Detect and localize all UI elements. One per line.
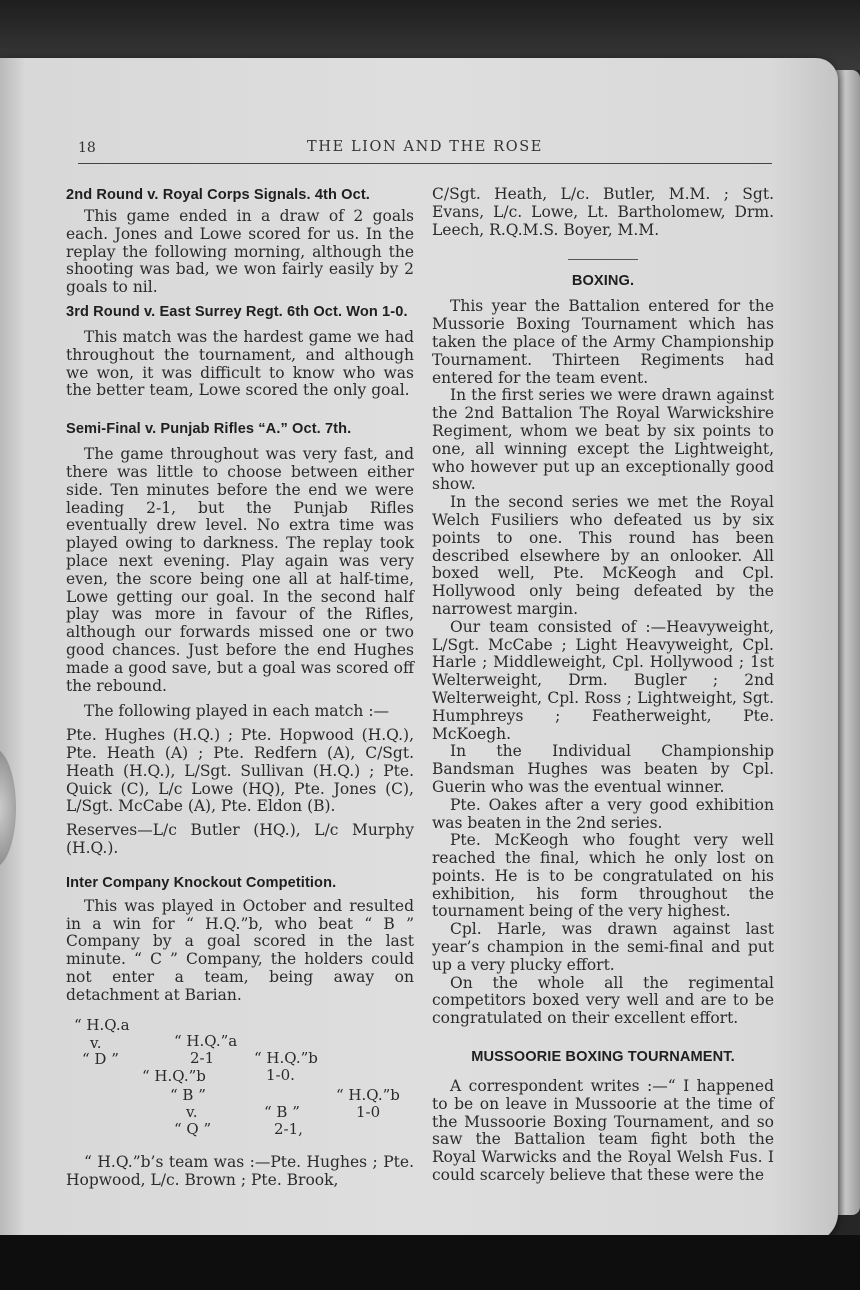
- section-divider: [568, 259, 638, 260]
- running-title: THE LION AND THE ROSE: [307, 139, 543, 155]
- dark-background-bottom: [0, 1235, 860, 1290]
- heading-2nd-round: 2nd Round v. Royal Corps Signals. 4th Oct.: [66, 187, 370, 203]
- paragraph: This year the Battalion entered for the Mussorie Boxing Tournament which has taken the place of the Army Championship Tournament. Thirteen Regiments had entered for the team event.: [432, 297, 774, 387]
- paragraph: Pte. Oakes after a very good exhibition was beaten in the 2nd series.: [432, 795, 774, 832]
- team-list: Pte. Hughes (H.Q.) ; Pte. Hopwood (H.Q.), Pte. Heath (A) ; Pte. Redfern (A), C/Sgt. Heath (H.Q.), L/Sgt. Sullivan (H.Q.) ; Pte. Quick (C), L/c Lowe (HQ), Pte. Jones (C), L/Sgt. McCabe (A), Pte. Eldon (B).: [66, 726, 414, 816]
- paragraph: C/Sgt. Heath, L/c. Butler, M.M. ; Sgt. Evans, L/c. Lowe, Lt. Bartholomew, Drm. Leech, R.Q.M.S. Boyer, M.M.: [432, 185, 774, 239]
- paragraph: This was played in October and resulted in a win for “ H.Q.”b, who beat “ B ” Company by a goal scored in the last minute. “ C ” Company, the holders could not enter a team, being away on detachment at Barian.: [66, 896, 414, 1004]
- bracket-entry: v.: [186, 1103, 198, 1122]
- heading-semi-final: Semi-Final v. Punjab Rifles “A.” Oct. 7th.: [66, 421, 352, 438]
- paragraph: A correspondent writes :—“ I happened to be on leave in Mussoorie at the time of the Mussoorie Boxing Tournament, and so saw the Battalion team fight both the Royal Warwicks and the Royal Welsh Fus. I could scarcely believe that these were the: [432, 1077, 774, 1185]
- paragraph: Cpl. Harle, was drawn against last year’s champion in the semi-final and put up a very plucky effort.: [432, 920, 774, 974]
- paragraph: In the Individual Championship Bandsman Hughes was beaten by Cpl. Guerin who was the eventual winner.: [432, 742, 774, 796]
- bracket-entry: 1-0.: [266, 1066, 295, 1085]
- page-number: 18: [78, 140, 96, 156]
- paragraph: This match was the hardest game we had throughout the tournament, and although we won, it was difficult to know who was the better team, Lowe scored the only goal.: [66, 327, 414, 400]
- paragraph: On the whole all the regimental competitors boxed very well and are to be congratulated on their excellent effort.: [432, 973, 774, 1028]
- bracket-entry: “ D ”: [82, 1050, 119, 1069]
- bracket-entry: “ Q ”: [174, 1120, 212, 1139]
- page-header: [78, 138, 772, 164]
- bracket-entry: “ B ”: [264, 1103, 300, 1122]
- left-column: [66, 186, 414, 1190]
- heading-mussoorie-tournament: MUSSOORIE BOXING TOURNAMENT.: [471, 1049, 735, 1066]
- paragraph: Pte. McKeogh who fought very well reached the final, which he only lost on points. He is to be congratulated on his exhibition, his form throughout the tournament being of the very highest.: [432, 831, 774, 921]
- right-column: [432, 186, 774, 1185]
- heading-boxing: BOXING.: [571, 273, 635, 290]
- bracket-entry: 1-0: [356, 1103, 381, 1122]
- bracket-entry: “ H.Q.a: [74, 1016, 130, 1035]
- knockout-bracket: [66, 1016, 414, 1146]
- bracket-entry: “ H.Q.”b: [336, 1086, 400, 1105]
- bracket-entry: “ H.Q.”b: [142, 1067, 206, 1086]
- heading-inter-company: Inter Company Knockout Competition.: [66, 874, 337, 891]
- paragraph: This game ended in a draw of 2 goals each. Jones and Lowe scored for us. In the replay the following morning, although the shooting was bad, we won fairly easily by 2 goals to nil.: [66, 207, 414, 297]
- paragraph: “ H.Q.”b’s team was :—Pte. Hughes ; Pte. Hopwood, L/c. Brown ; Pte. Brook,: [66, 1153, 414, 1190]
- paragraph: The game throughout was very fast, and there was little to choose between either side. Ten minutes before the end we were leading 2-1, but the Punjab Rifles eventually drew level. No extra time was played owing to darkness. The replay took place next evening. Play again was very even, the score being one all at half-time, Lowe getting our goal. In the second half play was more in favour of the Rifles, although our forwards missed one or two good chances. Just before the end Hughes made a good save, but a goal was scored off the rebound.: [66, 445, 414, 695]
- paragraph: In the first series we were drawn against the 2nd Battalion The Royal Warwickshire Regiment, whom we beat by six points to one, all winning except the Lightweight, who however put up an exceptionally good show.: [432, 386, 774, 494]
- thumb: [0, 748, 16, 868]
- page-edge: [836, 70, 860, 1215]
- bracket-entry: 2-1: [190, 1049, 215, 1068]
- paragraph: The following played in each match :—: [84, 702, 390, 721]
- bracket-entry: v.: [90, 1034, 102, 1053]
- reserves: Reserves—L/c Butler (HQ.), L/c Murphy (H.Q.).: [66, 821, 414, 857]
- paragraph: Our team consisted of :—Heavyweight, L/Sgt. McCabe ; Light Heavyweight, Cpl. Harle ; Middleweight, Cpl. Hollywood ; 1st Welterweight, Drm. Bugler ; 2nd Welterweight, Cpl. Ross ; Lightweight, Sgt. Humphreys ; Featherweight, Pte. McKoegh.: [432, 617, 774, 743]
- bracket-entry: “ B ”: [170, 1086, 206, 1105]
- bracket-entry: 2-1,: [274, 1120, 303, 1139]
- paragraph: In the second series we met the Royal Welch Fusiliers who defeated us by six points to one. This round has been described elsewhere by an onlooker. All boxed well, Pte. McKeogh and Cpl. Hollywood only being defeated by the narrowest margin.: [432, 493, 774, 618]
- bracket-entry: “ H.Q.”a: [174, 1032, 238, 1051]
- heading-3rd-round: 3rd Round v. East Surrey Regt. 6th Oct. Won 1-0.: [66, 303, 408, 320]
- bracket-entry: “ H.Q.”b: [254, 1049, 318, 1068]
